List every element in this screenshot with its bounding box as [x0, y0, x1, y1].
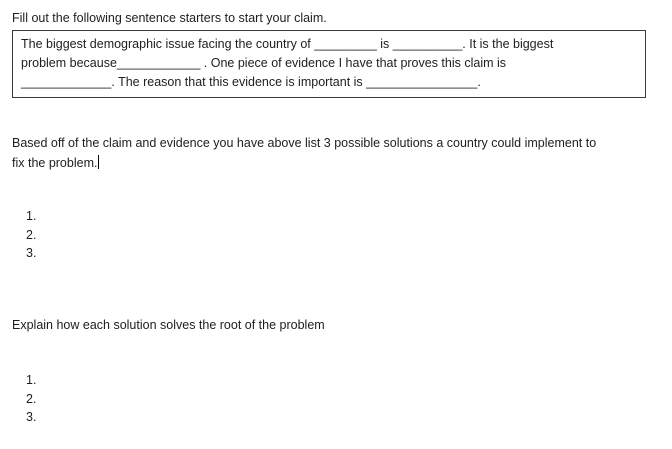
- solutions-list-item-2[interactable]: 2.: [26, 228, 37, 242]
- explain-question: Explain how each solution solves the root of the problem: [12, 318, 325, 332]
- claim-sentence-starters-box[interactable]: [12, 30, 646, 98]
- explanation-list-item-2[interactable]: 2.: [26, 392, 37, 406]
- explanation-list-item-3[interactable]: 3.: [26, 410, 37, 424]
- solutions-question-line-2-text: fix the problem.: [12, 156, 98, 170]
- claim-line-2: problem because____________ . One piece of evidence I have that proves this claim is: [21, 56, 507, 70]
- claim-line-3: _____________. The reason that this evidence is important is ________________.: [21, 75, 481, 89]
- solutions-list-item-3[interactable]: 3.: [26, 246, 37, 260]
- solutions-question-line-2[interactable]: [12, 155, 99, 170]
- text-cursor: [98, 155, 99, 169]
- explanation-list-item-1[interactable]: 1.: [26, 373, 37, 387]
- solutions-question-line-1: Based off of the claim and evidence you have above list 3 possible solutions a country could implement to: [12, 136, 597, 150]
- intro-instruction: Fill out the following sentence starters to start your claim.: [12, 11, 327, 25]
- solutions-list-item-1[interactable]: 1.: [26, 209, 37, 223]
- claim-line-1: The biggest demographic issue facing the country of _________ is __________. It is the biggest: [21, 37, 554, 51]
